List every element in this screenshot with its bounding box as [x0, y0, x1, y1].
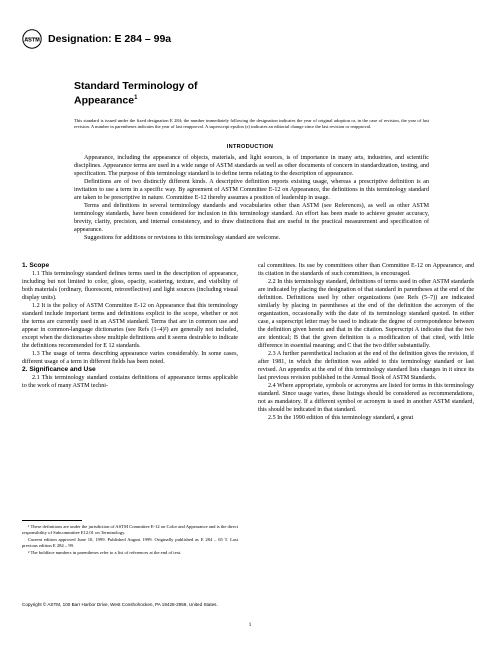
- scope-heading: 1. Scope: [22, 262, 50, 269]
- significance-heading: 2. Significance and Use: [22, 366, 96, 373]
- paragraph-2-5: 2.5 In the 1990 edition of this terminology standard, a great: [268, 415, 414, 421]
- footnote-2: ² The boldface numbers in parentheses refer to a list of references at the end of text.: [28, 550, 182, 555]
- title-footnote-mark: 1: [134, 95, 138, 101]
- introduction-body: [74, 154, 429, 242]
- footnote-edition: Current edition approved June 10, 1999. Published August 1999. Originally published as E 284 – 65 T. Last previous edition E 284 – 99.: [22, 537, 238, 548]
- right-column: [258, 262, 474, 422]
- introduction-heading: INTRODUCTION: [226, 144, 274, 150]
- page-number: 1: [248, 622, 252, 628]
- intro-paragraph: Appearance, including the appearance of objects, materials, and light sources, is of importance in many arts, industries, and scientific disciplines. Appearance terms are used in a wide range of ASTM standards as well as other documents of concern in standardization, testing, and specification. The purpose of this terminology standard is to define terms relating to the description of appearance.: [74, 155, 429, 177]
- issuance-note: This standard is issued under the fixed designation E 284; the number immediately following the designation indicates the year of original adoption or, in the case of revision, the year of last revision. A number in parentheses indicates the year of last reapproval. A superscript epsilon (ε) indicates an editorial change since the last revision or reapproval.: [74, 118, 429, 129]
- paragraph-2-3: 2.3 A further parenthetical inclusion at the end of the definition gives the revision, if after 1981, in which the definition was added to this terminology standard or last revised. An appendix at the end of this terminology standard lists changes in it since its last previous revision published in the Annual Book of ASTM Standards.: [258, 351, 474, 381]
- logo-text: ASTM: [24, 37, 40, 44]
- footnote-1: ¹ These definitions are under the jurisdiction of ASTM Committee E-12 on Color and Appearance and is the direct responsibility of Subcommittee E12.01 on Terminology.: [22, 524, 239, 535]
- paragraph-1-3: 1.3 The usage of terms describing appearance varies considerably. In some cases, different usage of a term in different fields has been noted.: [22, 351, 238, 365]
- document-title: [74, 80, 197, 107]
- paragraph-2-2: 2.2 In this terminology standard, definitions of terms used in other ASTM standards are indicated by placing the designation of that standard in parentheses at the end of the definition. Definitions used by other organizations (see Refs (5–7)) are indicated similarly by placing in parentheses at the end of the definition the acronym of the organization, occasionally with the date of its terminology standard quoted. In either case, a superscript letter may be used to indicate the degree of correspondence between the definition given herein and that in the citation. Superscript A indicates that the two are identical; B that the given definition is a modification of that cited, with little difference in essential meaning; and C that the two differ substantially.: [258, 279, 474, 349]
- title-line-1: Standard Terminology of: [74, 80, 198, 92]
- paragraph-1-1: 1.1 This terminology standard defines terms used in the description of appearance, including but not limited to color, gloss, opacity, scattering, texture, and visibility of both materials (ordinary, fluorescent, retroreflective) and light sources (including visual display units).: [22, 271, 238, 301]
- paragraph-1-2: 1.2 It is the policy of ASTM Committee E-12 on Appearance that this terminology standard include important terms and definitions explicit to the scope, whether or not the terms are currently used in an ASTM standard. Terms that are in common use and appear in common-language dictionaries (see Refs (1–4)²) are generally not included, except when the dictionaries show multiple definitions and it seems desirable to indicate the definitions recommended for E 12 standards.: [22, 303, 238, 349]
- intro-paragraph: Terms and definitions in several terminology standards and vocabularies other than ASTM (see References), as well as other ASTM terminology standards, have been considered for inclusion in this terminology standard. An effort has been made to achieve greater accuracy, brevity, clarity, precision, and internal consistency, and to draw distinctions that are useful in the practical measurement and specification of appearance.: [74, 203, 429, 233]
- copyright-line: Copyright © ASTM, 100 Barr Harbor Drive, West Conshohocken, PA 19428-2959, United States.: [22, 602, 218, 607]
- left-column: [22, 262, 238, 390]
- intro-paragraph: Definitions are of two distinctly different kinds. A descriptive definition reports existing usage, whereas a prescriptive definition is an invitation to use a term in a specific way. By agreement of ASTM Committee E-12 on Appearance, the definitions in this terminology standard are taken to be prescriptive in nature. Committee E-12 thereby assumes a position of leadership in usage.: [74, 179, 429, 201]
- paragraph-2-4: 2.4 Where appropriate, symbols or acronyms are listed for terms in this terminology standard. Since usage varies, these listings should be considered as recommendations, not as mandatory. If a different symbol or acronym is used in another ASTM standard, this should be indicated in that standard.: [258, 383, 474, 413]
- designation: Designation: E 284 – 99a: [48, 33, 172, 45]
- footnotes: [22, 520, 238, 557]
- document-header: [22, 28, 171, 50]
- astm-logo-icon: [22, 29, 42, 49]
- intro-paragraph: Suggestions for additions or revisions to this terminology standard are welcome.: [84, 235, 281, 241]
- footnote-rule: [22, 520, 82, 521]
- paragraph-2-1-continued: cal committees. Its use by committees other than Committee E-12 on Appearance, and its citation in the standards of such committees, is encouraged.: [258, 263, 474, 277]
- title-line-2: Appearance: [74, 94, 135, 107]
- paragraph-2-1: 2.1 This terminology standard contains definitions of appearance terms applicable to the work of many ASTM techni-: [22, 375, 238, 389]
